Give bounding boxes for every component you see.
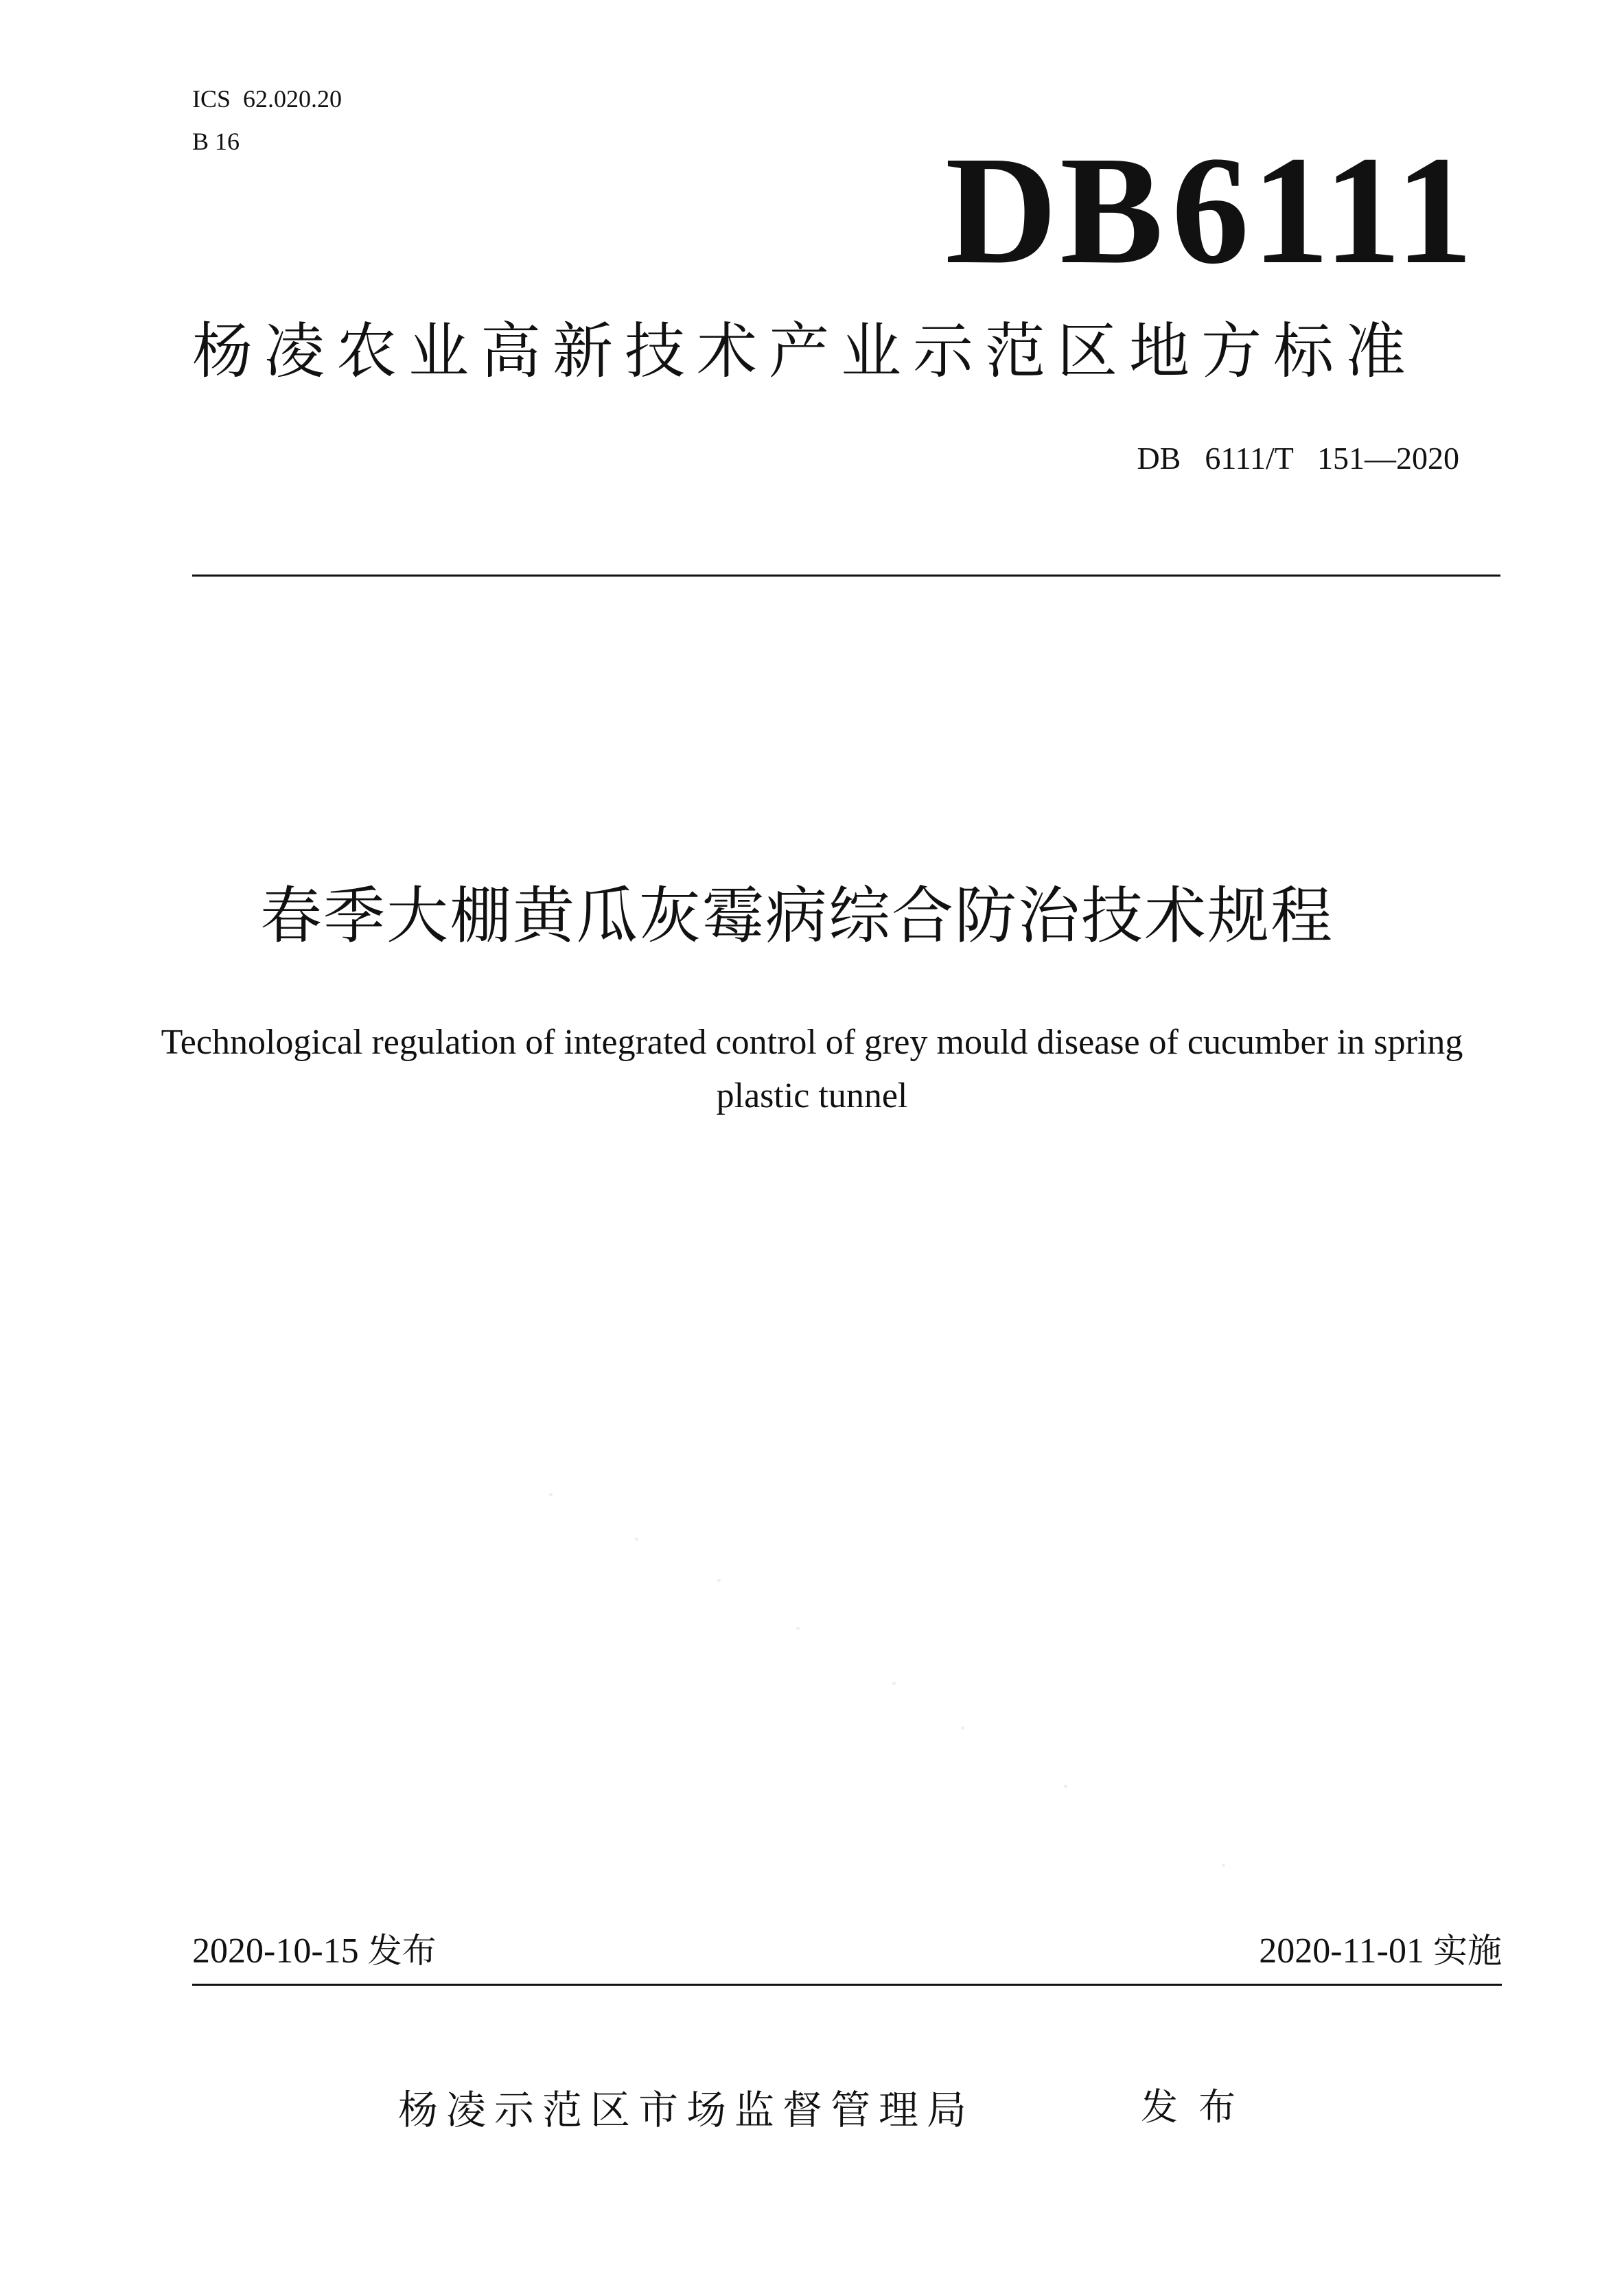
- logo-db-text: DB: [944, 124, 1166, 296]
- standard-logo: [944, 124, 1476, 296]
- scan-speck: [961, 1726, 964, 1730]
- implementation-date-value: 2020-11-01: [1259, 1932, 1424, 1971]
- scan-speck: [796, 1627, 800, 1630]
- scan-speck: [549, 1493, 553, 1496]
- issue-date-value: 2020-10-15: [192, 1932, 359, 1971]
- top-divider: [192, 575, 1500, 577]
- chinese-title-text: 春季大棚黄瓜灰霉病综合防治技术规程: [260, 880, 1334, 952]
- ics-code: ICS 62.020.20: [192, 85, 343, 113]
- ccs-code: B 16: [192, 128, 240, 155]
- logo-code-text: 6111: [1171, 124, 1476, 296]
- standard-number: DB 6111/T 151—2020: [1137, 441, 1459, 476]
- bottom-divider: [192, 1984, 1502, 1986]
- publish-label: 发布: [1141, 2085, 1256, 2129]
- publisher-name: 杨凌示范区市场监督管理局: [398, 2087, 975, 2133]
- standard-type-heading: 杨凌农业高新技术产业示范区地方标准: [192, 316, 1418, 386]
- issue-date: [192, 1929, 437, 1973]
- implementation-date: [1259, 1929, 1502, 1973]
- issue-date-label: 发布: [367, 1931, 437, 1971]
- implementation-date-label: 实施: [1433, 1931, 1502, 1971]
- scan-speck: [1222, 1864, 1225, 1867]
- scan-speck: [892, 1682, 896, 1685]
- scan-speck: [717, 1579, 721, 1582]
- scan-speck: [1064, 1785, 1067, 1788]
- english-title: Technological regulation of integrated control of grey mould disease of cucumber in spring plastic tunnel: [161, 1023, 1463, 1115]
- scan-speck: [635, 1538, 638, 1541]
- chinese-title: [0, 879, 1624, 954]
